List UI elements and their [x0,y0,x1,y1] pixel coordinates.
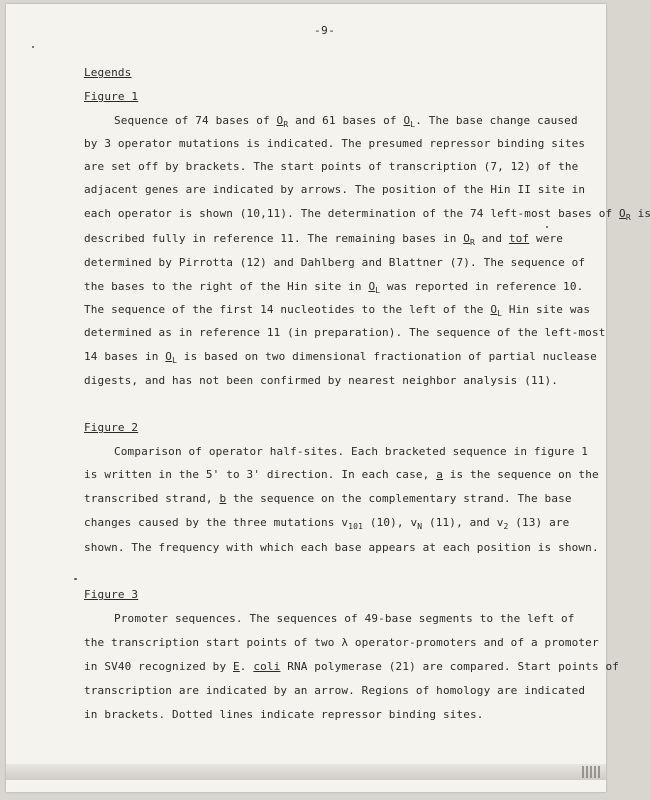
operator-symbol: O [463,232,471,245]
figure1-line-3: are set off by brackets. The start points of transcription (7, 12) of the [84,160,579,173]
figure1-line-7: determined by Pirrotta (12) and Dahlberg and Blattner (7). The sequence of [84,256,586,269]
figure1-heading: Figure 1 [84,90,139,103]
species-name: E [233,660,240,673]
text-run: (10), v [363,516,418,529]
subscript: 2 [503,522,509,531]
gene-name: tof [508,232,530,245]
scan-corner-mark [582,766,600,778]
operator-symbol: O [403,114,411,127]
figure2-line-4 [84,516,569,531]
operator-symbol: O [165,350,173,363]
document-page [6,4,651,792]
subscript: N [417,522,423,531]
operator-symbol: O [619,207,626,220]
figure3-heading: Figure 3 [84,588,139,601]
figure1-line-10: determined as in reference 11 (in preparation). The sequence of the left-most [84,326,606,339]
figure1-line-11 [84,350,597,365]
text-run: and [475,232,509,245]
text-run: in SV40 recognized by [84,660,233,673]
figure1-line-6 [84,232,563,247]
text-run: 14 bases in [84,350,166,363]
text-run: the bases to the right of the Hin site in [84,280,369,293]
subscript: L [410,120,416,129]
figure3-line-5: in brackets. Dotted lines indicate repressor binding sites. [84,708,484,721]
subscript: L [375,286,381,295]
figure2-line-5: shown. The frequency with which each base appears at each position is shown. [84,541,599,554]
strand-label: a [436,468,443,481]
page-number: -9- [314,24,336,37]
text-run: is the sequence on the [442,468,599,481]
scan-speck [546,226,548,228]
figure2-heading: Figure 2 [84,421,139,434]
subscript: 101 [348,522,364,531]
figure1-line-2: by 3 operator mutations is indicated. The presumed repressor binding sites [84,137,586,150]
legends-heading: Legends [84,66,132,79]
strand-label: b [219,492,227,505]
text-run: (11), and v [422,516,504,529]
figure2-line-2 [84,468,599,481]
scan-edge-strip [6,764,606,780]
text-run: and 61 bases of [288,114,404,127]
scan-speck [74,578,77,580]
figure2-line-3 [84,492,572,505]
text-run: . [239,660,254,673]
species-name: coli [253,660,281,673]
text-run: was reported in reference 10. [380,280,584,293]
figure3-line-1: Promoter sequences. The sequences of 49-base segments to the left of [114,612,575,625]
text-run: Hin site was [502,303,591,316]
scan-speck [32,46,34,48]
subscript: R [283,120,289,129]
text-run: described fully in reference 11. The remaining bases in [84,232,464,245]
text-run: RNA polymerase (21) are compared. Start points of [280,660,620,673]
text-run: (13) are [508,516,570,529]
text-run: The sequence of the first 14 nucleotides to the left of the [84,303,491,316]
text-run: . The base change caused [415,114,578,127]
figure2-line-1: Comparison of operator half-sites. Each bracketed sequence in figure 1 [114,445,589,458]
figure1-line-1 [114,114,578,129]
text-run: Sequence of 74 bases of [114,114,277,127]
text-run: were [529,232,564,245]
text-run: is written in the 5' to 3' direction. In each case, [84,468,437,481]
figure1-line-9 [84,303,590,318]
text-run: is [630,207,651,220]
text-run: transcribed strand, [84,492,220,505]
subscript: R [625,213,631,222]
subscript: R [470,238,476,247]
subscript: L [497,309,503,318]
figure3-line-2: the transcription start points of two λ operator-promoters and of a promoter [84,636,599,649]
operator-symbol: O [368,280,376,293]
text-run: the sequence on the complementary strand. The base [226,492,572,505]
figure3-line-3 [84,660,619,673]
figure1-line-12: digests, and has not been confirmed by nearest neighbor analysis (11). [84,374,559,387]
operator-symbol: O [490,303,498,316]
text-run: is based on two dimensional fractionation of partial nuclease [177,350,597,363]
text-run: changes caused by the three mutations v [84,516,349,529]
operator-symbol: O [276,114,284,127]
text-run: each operator is shown (10,11). The determination of the 74 left-most bases of [84,207,620,220]
figure1-line-4: adjacent genes are indicated by arrows. The position of the Hin II site in [84,183,586,196]
figure3-line-4: transcription are indicated by an arrow. Regions of homology are indicated [84,684,586,697]
figure1-line-5 [84,207,651,222]
figure1-line-8 [84,280,583,295]
subscript: L [172,356,178,365]
